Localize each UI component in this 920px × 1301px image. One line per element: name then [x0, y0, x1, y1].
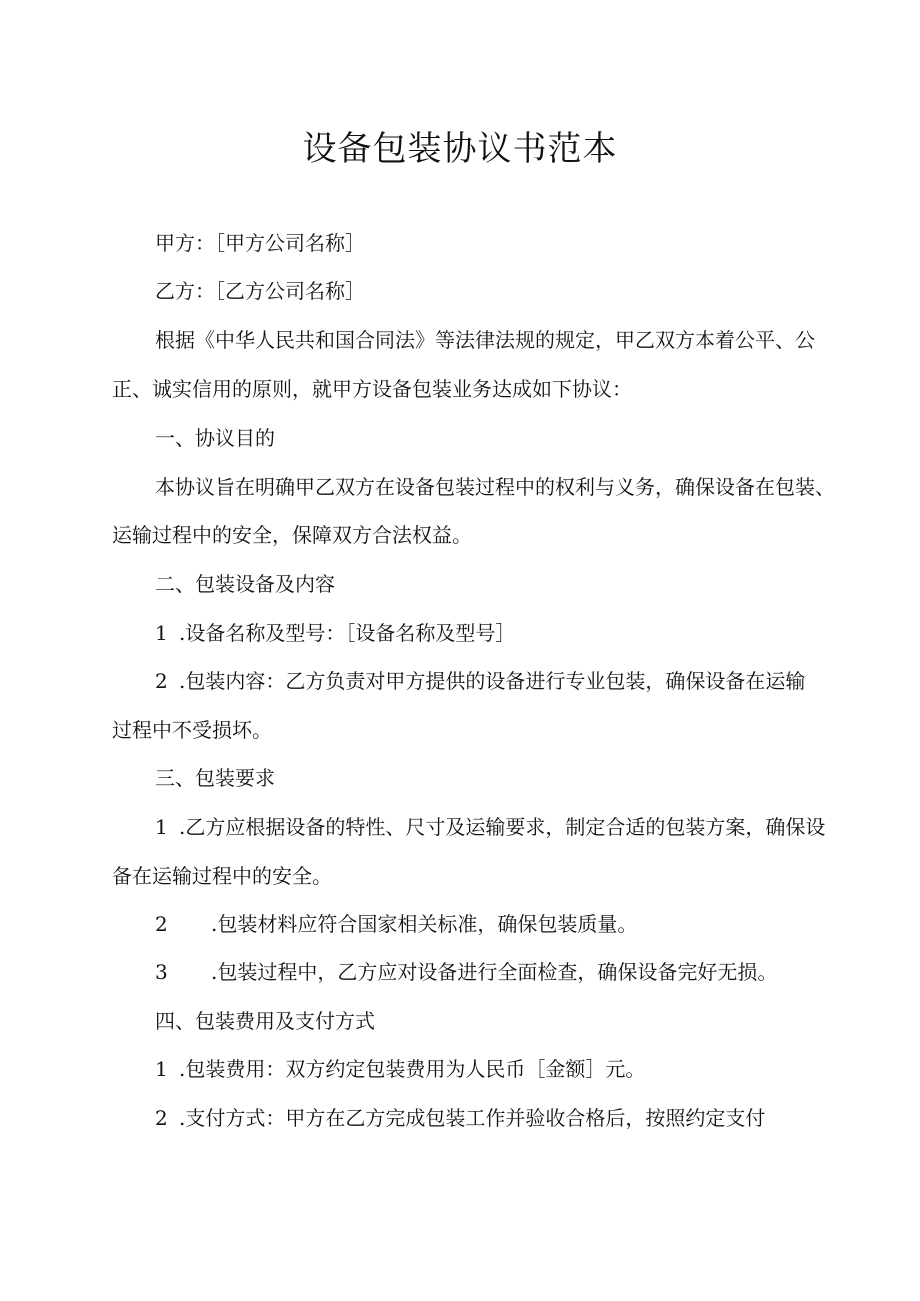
section-4-item-2 — [155, 1104, 820, 1132]
section-2-item-2-continued: 过程中不受损坏。 — [112, 718, 272, 742]
item-number: 1 — [155, 1057, 168, 1081]
section-1-body-line-2: 运输过程中的安全，保障双方合法权益。 — [112, 523, 472, 547]
item-text: .包装材料应符合国家相关标准，确保包装质量。 — [211, 912, 638, 936]
item-number: 1 — [155, 815, 168, 839]
item-number: 2 — [155, 912, 168, 936]
item-text: .包装费用：双方约定包装费用为人民币［金额］元。 — [179, 1057, 646, 1081]
item-number: 2 — [155, 1106, 168, 1130]
item-text: .设备名称及型号：［设备名称及型号］ — [179, 621, 516, 645]
section-3-item-3 — [155, 958, 820, 986]
section-1-body-line-1: 本协议旨在明确甲乙双方在设备包装过程中的权利与义务，确保设备在包装、 — [155, 475, 835, 499]
preamble-line-2: 正、诚实信用的原则，就甲方设备包装业务达成如下协议： — [112, 377, 632, 401]
preamble-line-1: 根据《中华人民共和国合同法》等法律法规的规定，甲乙双方本着公平、公 — [155, 328, 815, 352]
item-number: 2 — [155, 669, 168, 693]
section-3-heading: 三、包装要求 — [155, 766, 275, 790]
section-3-item-2 — [155, 910, 820, 938]
item-text: .包装内容：乙方负责对甲方提供的设备进行专业包装，确保设备在运输 — [179, 669, 806, 693]
section-2-item-2 — [155, 667, 820, 695]
item-number: 3 — [155, 960, 168, 984]
item-text: .包装过程中，乙方应对设备进行全面检查，确保设备完好无损。 — [211, 960, 778, 984]
item-text: .支付方式：甲方在乙方完成包装工作并验收合格后，按照约定支付 — [179, 1106, 766, 1130]
document-title: 设备包装协议书范本 — [302, 129, 618, 169]
section-4-item-1 — [155, 1055, 820, 1083]
section-1-heading: 一、协议目的 — [155, 426, 275, 450]
section-2-item-1 — [155, 619, 820, 647]
section-3-item-1-continued: 备在运输过程中的安全。 — [112, 864, 332, 888]
item-text: .乙方应根据设备的特性、尺寸及运输要求，制定合适的包装方案，确保设 — [179, 815, 826, 839]
section-2-heading: 二、包装设备及内容 — [155, 572, 335, 596]
section-3-item-1 — [155, 813, 826, 841]
party-a-line: 甲方：［甲方公司名称］ — [155, 231, 365, 255]
party-b-line: 乙方：［乙方公司名称］ — [155, 279, 365, 303]
section-4-heading: 四、包装费用及支付方式 — [155, 1009, 375, 1033]
item-number: 1 — [155, 621, 168, 645]
